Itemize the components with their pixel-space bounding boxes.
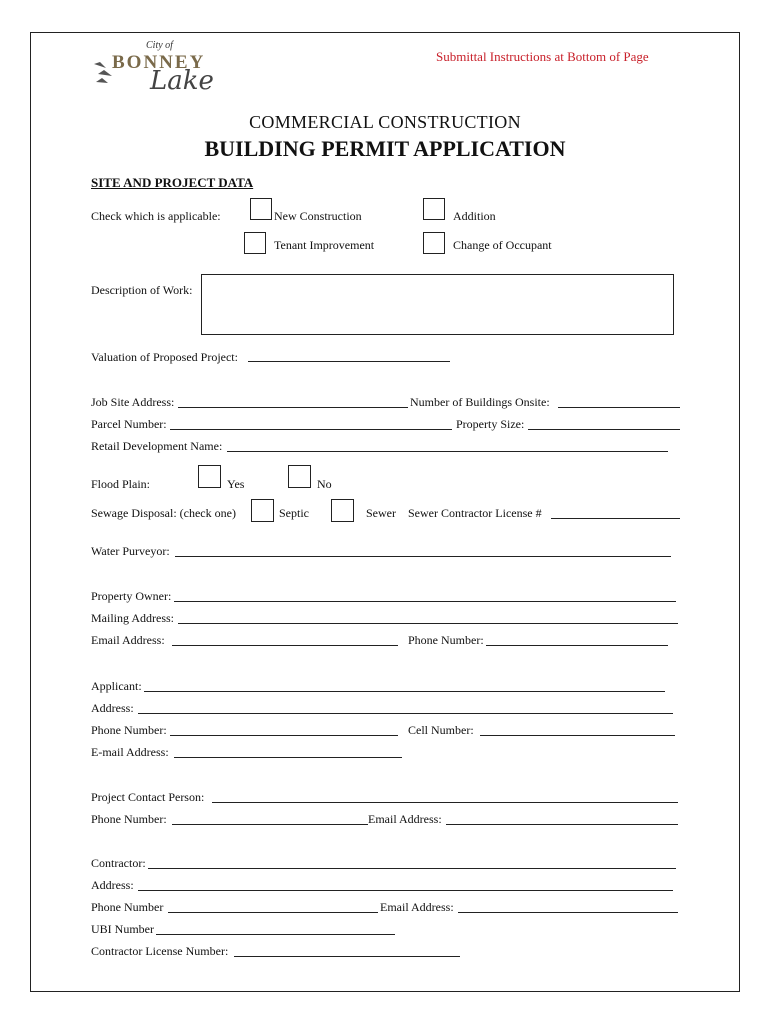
- job-site-field[interactable]: [178, 407, 408, 408]
- contact-person-label: Project Contact Person:: [91, 790, 205, 804]
- sewer-checkbox[interactable]: [331, 499, 354, 522]
- contractor-email-label: Email Address:: [380, 900, 454, 914]
- description-field[interactable]: [201, 274, 674, 335]
- tenant-improvement-checkbox[interactable]: [244, 232, 266, 254]
- parcel-label: Parcel Number:: [91, 417, 167, 431]
- sewer-label: Sewer: [366, 506, 396, 520]
- valuation-field[interactable]: [248, 361, 450, 362]
- change-of-occupant-label: Change of Occupant: [453, 238, 552, 252]
- septic-checkbox[interactable]: [251, 499, 274, 522]
- logo-bonney: BONNEY: [112, 52, 206, 73]
- contractor-phone-label: Phone Number: [91, 900, 164, 914]
- septic-label: Septic: [279, 506, 309, 520]
- flood-no-label: No: [317, 477, 332, 491]
- owner-email-label: Email Address:: [91, 633, 165, 647]
- applicant-field[interactable]: [144, 691, 665, 692]
- applicant-label: Applicant:: [91, 679, 142, 693]
- applicant-address-label: Address:: [91, 701, 134, 715]
- property-size-label: Property Size:: [456, 417, 525, 431]
- new-construction-label: New Construction: [274, 209, 362, 223]
- num-buildings-label: Number of Buildings Onsite:: [410, 395, 550, 409]
- contact-person-field[interactable]: [212, 802, 678, 803]
- contact-phone-field[interactable]: [172, 824, 368, 825]
- applicant-email-field[interactable]: [174, 757, 402, 758]
- contractor-email-field[interactable]: [458, 912, 678, 913]
- new-construction-checkbox[interactable]: [250, 198, 272, 220]
- valuation-label: Valuation of Proposed Project:: [91, 350, 238, 364]
- addition-label: Addition: [453, 209, 496, 223]
- contractor-address-label: Address:: [91, 878, 134, 892]
- property-size-field[interactable]: [528, 429, 680, 430]
- flood-plain-label: Flood Plain:: [91, 477, 151, 491]
- contact-email-field[interactable]: [446, 824, 678, 825]
- contractor-license-label: Contractor License Number:: [91, 944, 229, 958]
- contractor-address-field[interactable]: [138, 890, 673, 891]
- sewer-license-label: Sewer Contractor License #: [408, 506, 542, 520]
- job-site-label: Job Site Address:: [91, 395, 175, 409]
- contractor-license-field[interactable]: [234, 956, 460, 957]
- water-purveyor-field[interactable]: [175, 556, 671, 557]
- logo-city: City of: [146, 40, 173, 51]
- contractor-field[interactable]: [148, 868, 676, 869]
- owner-phone-label: Phone Number:: [408, 633, 484, 647]
- flood-yes-checkbox[interactable]: [198, 465, 221, 488]
- description-label: Description of Work:: [91, 283, 193, 297]
- title-building-permit: BUILDING PERMIT APPLICATION: [204, 136, 566, 161]
- retail-field[interactable]: [227, 451, 668, 452]
- property-owner-field[interactable]: [174, 601, 676, 602]
- check-applicable-label: Check which is applicable:: [91, 209, 221, 223]
- logo-lake: Lake: [150, 66, 214, 96]
- section-heading: SITE AND PROJECT DATA: [91, 175, 254, 190]
- owner-phone-field[interactable]: [486, 645, 668, 646]
- mailing-address-field[interactable]: [178, 623, 678, 624]
- applicant-phone-field[interactable]: [170, 735, 398, 736]
- mailing-address-label: Mailing Address:: [91, 611, 174, 625]
- contact-phone-label: Phone Number:: [91, 812, 167, 826]
- flood-yes-label: Yes: [227, 477, 245, 491]
- num-buildings-field[interactable]: [558, 407, 680, 408]
- applicant-address-field[interactable]: [138, 713, 673, 714]
- title-commercial-construction: COMMERCIAL CONSTRUCTION: [249, 112, 521, 132]
- sewage-label: Sewage Disposal: (check one): [91, 506, 236, 520]
- owner-email-field[interactable]: [172, 645, 398, 646]
- retail-label: Retail Development Name:: [91, 439, 223, 453]
- water-purveyor-label: Water Purveyor:: [91, 544, 170, 558]
- flood-no-checkbox[interactable]: [288, 465, 311, 488]
- contact-email-label: Email Address:: [368, 812, 442, 826]
- sewer-license-field[interactable]: [551, 518, 680, 519]
- applicant-phone-label: Phone Number:: [91, 723, 167, 737]
- applicant-email-label: E-mail Address:: [91, 745, 169, 759]
- ubi-label: UBI Number: [91, 922, 154, 936]
- addition-checkbox[interactable]: [423, 198, 445, 220]
- property-owner-label: Property Owner:: [91, 589, 172, 603]
- change-of-occupant-checkbox[interactable]: [423, 232, 445, 254]
- contractor-phone-field[interactable]: [168, 912, 378, 913]
- applicant-cell-field[interactable]: [480, 735, 675, 736]
- submittal-instructions: Submittal Instructions at Bottom of Page: [436, 49, 649, 64]
- tenant-improvement-label: Tenant Improvement: [274, 238, 375, 252]
- ubi-field[interactable]: [156, 934, 395, 935]
- applicant-cell-label: Cell Number:: [408, 723, 474, 737]
- contractor-label: Contractor:: [91, 856, 146, 870]
- parcel-field[interactable]: [170, 429, 452, 430]
